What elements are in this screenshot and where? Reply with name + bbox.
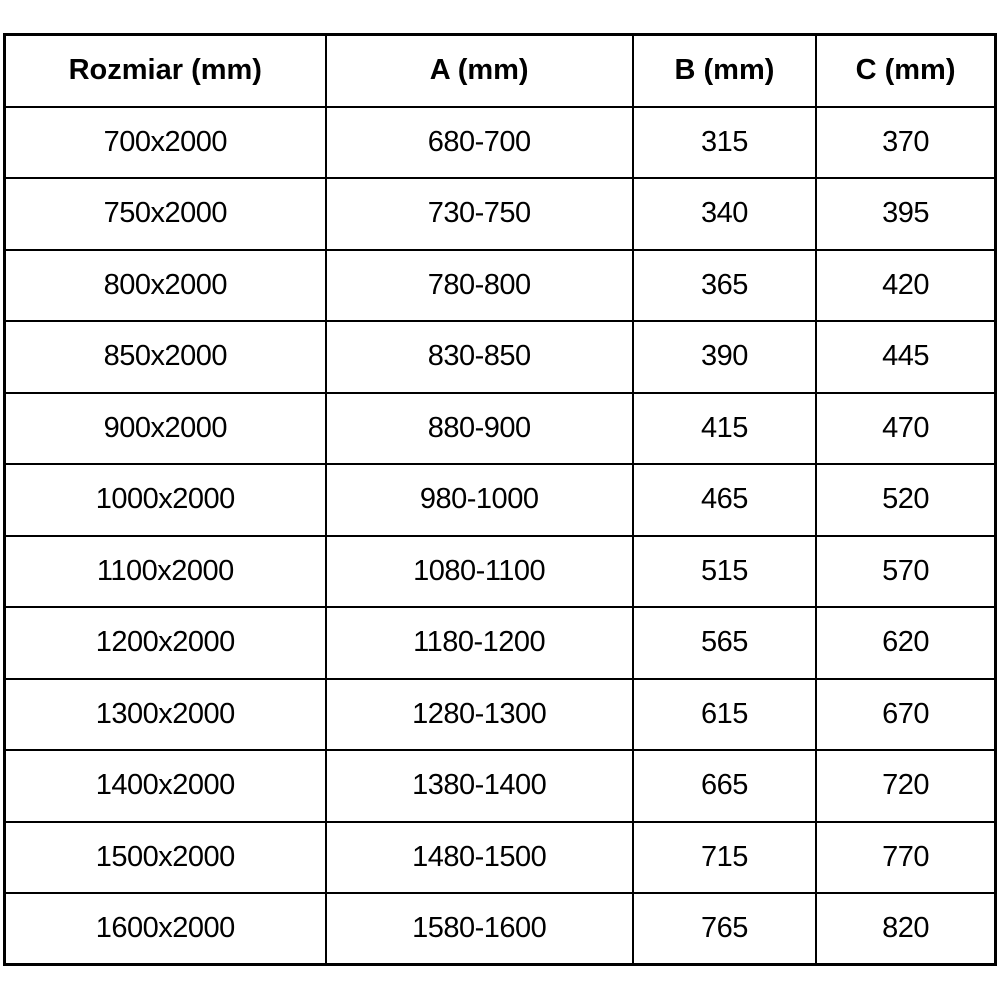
cell-rozmiar: 1300x2000 (5, 679, 326, 751)
cell-rozmiar: 850x2000 (5, 321, 326, 393)
cell-b: 390 (633, 321, 816, 393)
cell-a: 730-750 (326, 178, 633, 250)
table-row (5, 822, 996, 894)
cell-rozmiar: 800x2000 (5, 250, 326, 322)
cell-b: 465 (633, 464, 816, 536)
cell-c: 420 (816, 250, 995, 322)
cell-c: 370 (816, 107, 995, 179)
cell-b: 565 (633, 607, 816, 679)
table-row (5, 464, 996, 536)
table-row (5, 750, 996, 822)
table-row (5, 679, 996, 751)
cell-c: 620 (816, 607, 995, 679)
cell-b: 665 (633, 750, 816, 822)
column-header-a: A (mm) (326, 35, 633, 107)
cell-a: 1280-1300 (326, 679, 633, 751)
cell-a: 830-850 (326, 321, 633, 393)
column-header-c: C (mm) (816, 35, 995, 107)
cell-a: 980-1000 (326, 464, 633, 536)
cell-a: 1580-1600 (326, 893, 633, 965)
cell-c: 445 (816, 321, 995, 393)
cell-rozmiar: 1200x2000 (5, 607, 326, 679)
table-row (5, 393, 996, 465)
cell-b: 415 (633, 393, 816, 465)
cell-a: 1180-1200 (326, 607, 633, 679)
cell-a: 1480-1500 (326, 822, 633, 894)
cell-c: 820 (816, 893, 995, 965)
cell-b: 365 (633, 250, 816, 322)
table-row (5, 536, 996, 608)
cell-rozmiar: 750x2000 (5, 178, 326, 250)
cell-b: 765 (633, 893, 816, 965)
table-row (5, 893, 996, 965)
cell-rozmiar: 1500x2000 (5, 822, 326, 894)
table-row (5, 321, 996, 393)
cell-a: 780-800 (326, 250, 633, 322)
cell-b: 315 (633, 107, 816, 179)
cell-a: 880-900 (326, 393, 633, 465)
cell-rozmiar: 1600x2000 (5, 893, 326, 965)
cell-c: 670 (816, 679, 995, 751)
cell-rozmiar: 1000x2000 (5, 464, 326, 536)
cell-c: 720 (816, 750, 995, 822)
size-spec-table (3, 33, 997, 966)
table-header-row (5, 35, 996, 107)
cell-c: 520 (816, 464, 995, 536)
cell-b: 515 (633, 536, 816, 608)
column-header-rozmiar: Rozmiar (mm) (5, 35, 326, 107)
cell-b: 615 (633, 679, 816, 751)
cell-a: 1080-1100 (326, 536, 633, 608)
cell-c: 470 (816, 393, 995, 465)
cell-c: 770 (816, 822, 995, 894)
table-body (5, 107, 996, 965)
cell-b: 715 (633, 822, 816, 894)
cell-c: 570 (816, 536, 995, 608)
table-row (5, 107, 996, 179)
table-row (5, 178, 996, 250)
cell-a: 1380-1400 (326, 750, 633, 822)
cell-rozmiar: 1400x2000 (5, 750, 326, 822)
cell-rozmiar: 900x2000 (5, 393, 326, 465)
cell-c: 395 (816, 178, 995, 250)
cell-b: 340 (633, 178, 816, 250)
column-header-b: B (mm) (633, 35, 816, 107)
cell-rozmiar: 1100x2000 (5, 536, 326, 608)
table-row (5, 607, 996, 679)
table-row (5, 250, 996, 322)
cell-a: 680-700 (326, 107, 633, 179)
cell-rozmiar: 700x2000 (5, 107, 326, 179)
